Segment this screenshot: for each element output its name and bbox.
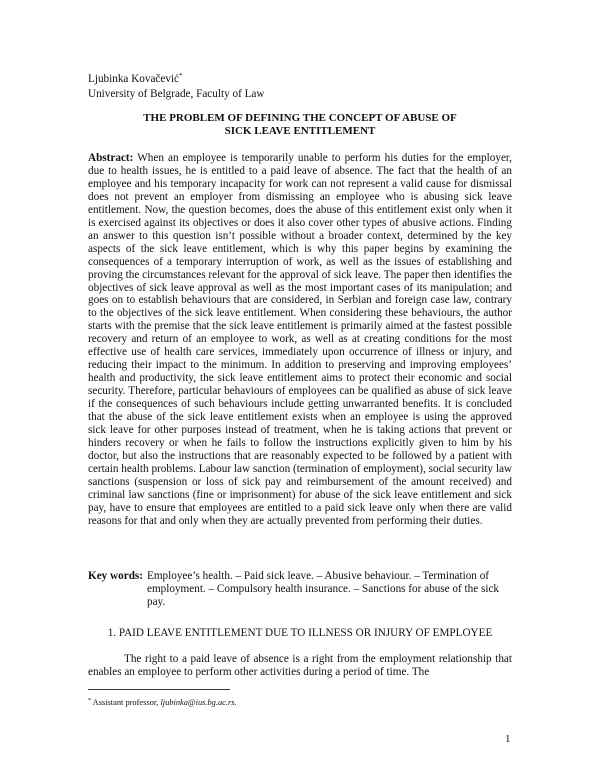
paper-title-line-2: SICK LEAVE ENTITLEMENT (224, 124, 376, 137)
footnote-email[interactable]: ljubinka@ius.bg.ac.rs. (160, 698, 237, 707)
footnote (88, 696, 237, 708)
footnote-text: Assistant professor, (92, 698, 159, 707)
author-name: Ljubinka Kovačević (88, 73, 180, 85)
keywords (88, 570, 512, 609)
abstract (88, 152, 512, 528)
paper-title-line-1: THE PROBLEM OF DEFINING THE CONCEPT OF ABUSE OF (143, 112, 457, 124)
keywords-label: Key words: (88, 570, 143, 582)
footnote-divider (88, 689, 230, 690)
section-heading: 1. PAID LEAVE ENTITLEMENT DUE TO ILLNESS OR INJURY OF EMPLOYEE (107, 627, 493, 639)
page-number: 1 (505, 733, 511, 745)
abstract-label: Abstract: (88, 152, 134, 164)
paper-title (88, 112, 512, 137)
abstract-text: When an employee is temporarily unable to perform his duties for the employer, due to health issues, he is entitled to a paid leave of absence. The fact that the health of an employee and his temporary incapacity for work can not represent a valid cause for dismissal does not prevent an employer from dismissing an employee who is abusing sick leave entitlement. Now, the question becomes, does the abuse of this entitlement exist only when it is exercised against its objectives or does it also cover other types of abusive actions. Finding an answer to this question isn’t possible without a broader context, determined by the key aspects of the sick leave entitlement, which is why this paper begins by examining the consequences of a temporary interruption of work, as well as the issues of establishing and proving the circumstances relevant for the approval of sick leave. The paper then identifies the objectives of sick leave approval as well as the most important cases of its manipulation; and goes on to establish behaviours that are considered, in Serbian and foreign case law, contrary to the objectives of the sick leave entitlement. When considering these behaviours, the author starts with the premise that the sick leave entitlement is primarily aimed at the fastest possible recovery and return of an employee to work, as well as at creating conditions for the most effective use of health care services, immediately upon occurrence of illness or injury, and reducing their impact to the minimum. In addition to preserving and improving employees’ health and productivity, the sick leave entitlement aims to protect their economic and social security. Therefore, particular behaviours of employees can be qualified as abuse of sick leave if the consequences of such behaviours include getting unwarranted benefits. It is concluded that the abuse of the sick leave entitlement exists when an employee is using the approved sick leave for other purposes instead of treatment, when he is taking actions that prevent or hinders recovery or when he fails to follow the instructions explicitly given to him by his doctor, but also the instructions that are reasonably expected to be followed by a patient with certain health problems. Labour law sanction (termination of employment), social security law sanctions (suspension or loss of sick pay and reimbursement of the amount received) and criminal law sanctions (fine or imprisonment) for abuse of the sick leave entitlement and sick pay, have to ensure that employees are entitled to a paid sick leave only when there are valid reasons for that and only when they are actually prevented from performing their duties. (88, 152, 512, 527)
body-paragraph: The right to a paid leave of absence is a right from the employment relationship that enables an employee to perform other activities during a period of time. The (88, 653, 512, 678)
author-block (88, 69, 264, 101)
author-footnote-mark: * (179, 72, 183, 80)
author-affiliation: University of Belgrade, Faculty of Law (88, 87, 265, 100)
keywords-text: Employee’s health. – Paid sick leave. – Abusive behaviour. – Termination of employment. – Compulsory health insurance. – Sanctions for abuse of the sick pay. (147, 570, 500, 608)
footnote-mark: * (88, 698, 91, 704)
